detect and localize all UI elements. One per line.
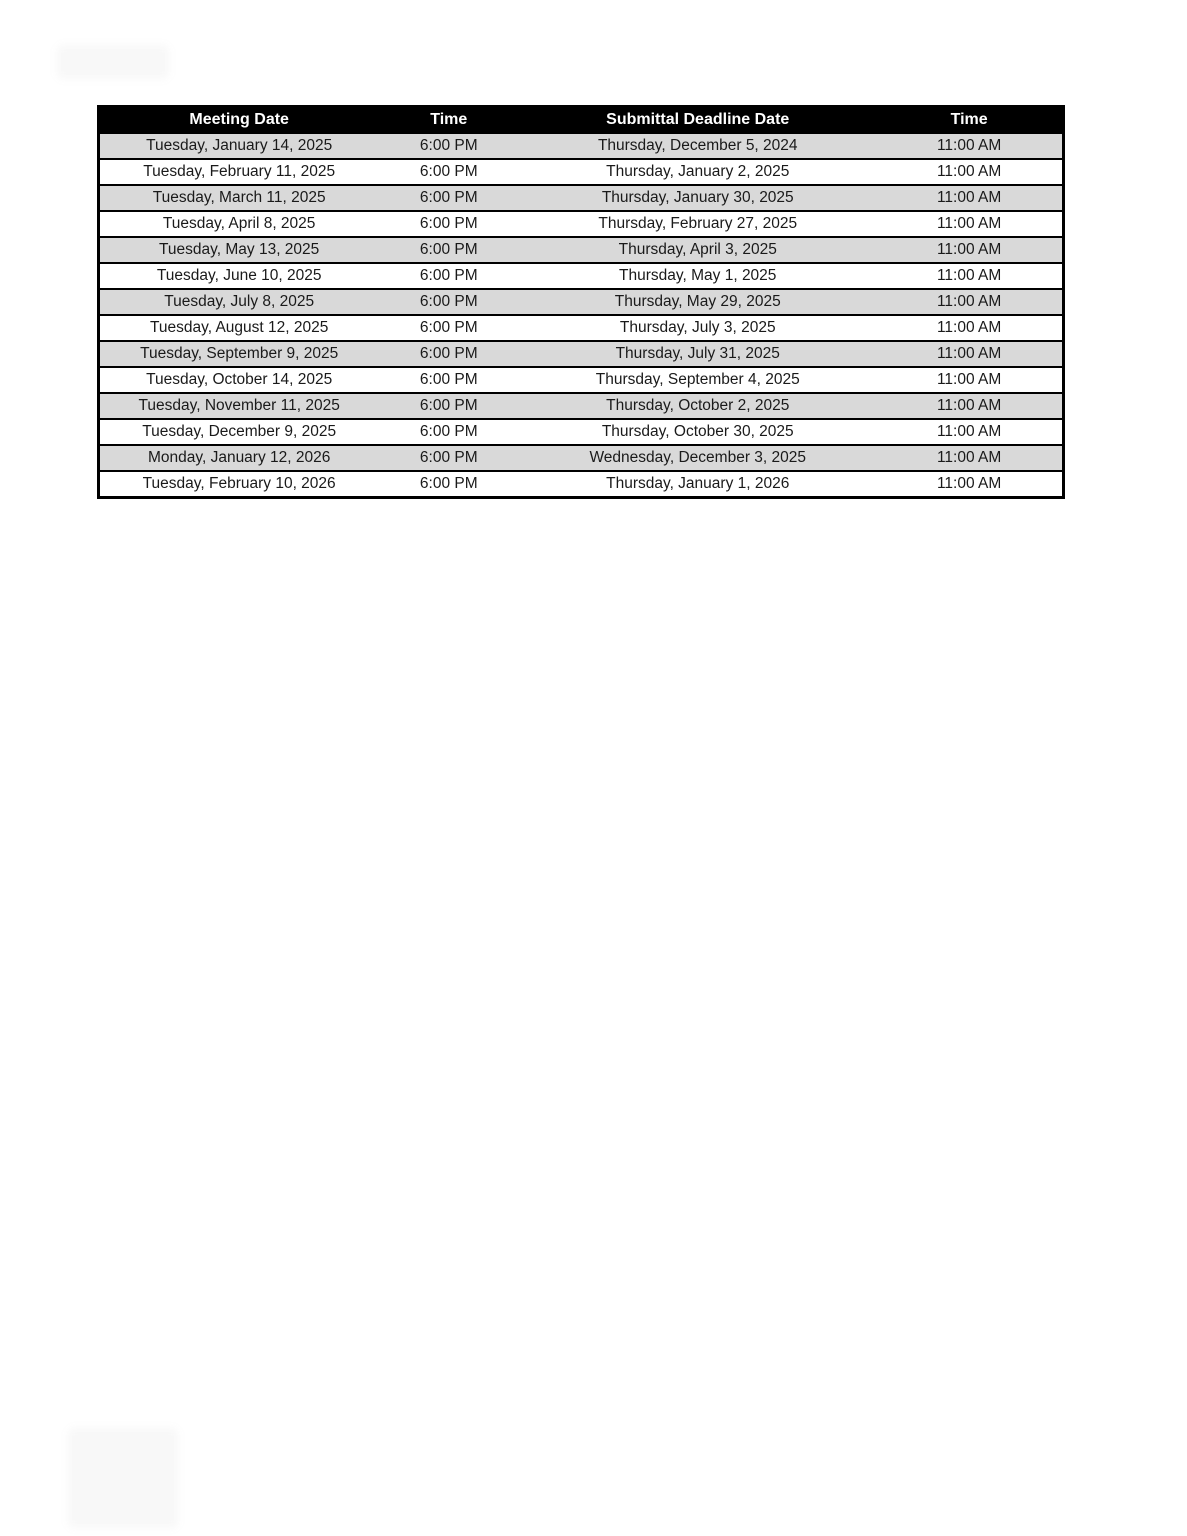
meeting-time-cell: 6:00 PM — [378, 185, 519, 211]
deadline-time-cell: 11:00 AM — [876, 393, 1063, 419]
scan-artifact-bottom-left — [68, 1428, 178, 1528]
meeting-date-cell: Tuesday, December 9, 2025 — [99, 419, 379, 445]
meeting-date-cell: Tuesday, May 13, 2025 — [99, 237, 379, 263]
table-row — [99, 393, 1064, 419]
meeting-date-cell: Tuesday, October 14, 2025 — [99, 367, 379, 393]
deadline-date-cell: Thursday, September 4, 2025 — [519, 367, 876, 393]
meeting-date-cell: Monday, January 12, 2026 — [99, 445, 379, 471]
table-row — [99, 471, 1064, 498]
table-row — [99, 211, 1064, 237]
deadline-date-cell: Thursday, December 5, 2024 — [519, 133, 876, 159]
meeting-date-cell: Tuesday, September 9, 2025 — [99, 341, 379, 367]
meeting-date-cell: Tuesday, March 11, 2025 — [99, 185, 379, 211]
header-meeting-time: Time — [378, 107, 519, 134]
deadline-time-cell: 11:00 AM — [876, 211, 1063, 237]
meeting-date-cell: Tuesday, February 10, 2026 — [99, 471, 379, 498]
header-row — [99, 107, 1064, 134]
deadline-time-cell: 11:00 AM — [876, 237, 1063, 263]
deadline-time-cell: 11:00 AM — [876, 263, 1063, 289]
deadline-time-cell: 11:00 AM — [876, 445, 1063, 471]
deadline-date-cell: Thursday, October 30, 2025 — [519, 419, 876, 445]
meeting-time-cell: 6:00 PM — [378, 237, 519, 263]
header-meeting-date: Meeting Date — [99, 107, 379, 134]
table-row — [99, 159, 1064, 185]
table-row — [99, 263, 1064, 289]
table-row — [99, 315, 1064, 341]
meeting-date-cell: Tuesday, February 11, 2025 — [99, 159, 379, 185]
table-row — [99, 133, 1064, 159]
meeting-schedule-table — [97, 105, 1065, 499]
meeting-schedule-table-container — [97, 105, 1065, 499]
table-row — [99, 237, 1064, 263]
meeting-date-cell: Tuesday, November 11, 2025 — [99, 393, 379, 419]
table-row — [99, 289, 1064, 315]
header-deadline-time: Time — [876, 107, 1063, 134]
meeting-time-cell: 6:00 PM — [378, 133, 519, 159]
meeting-date-cell: Tuesday, July 8, 2025 — [99, 289, 379, 315]
meeting-date-cell: Tuesday, January 14, 2025 — [99, 133, 379, 159]
deadline-time-cell: 11:00 AM — [876, 185, 1063, 211]
deadline-time-cell: 11:00 AM — [876, 133, 1063, 159]
deadline-date-cell: Thursday, October 2, 2025 — [519, 393, 876, 419]
meeting-time-cell: 6:00 PM — [378, 289, 519, 315]
deadline-date-cell: Thursday, February 27, 2025 — [519, 211, 876, 237]
meeting-time-cell: 6:00 PM — [378, 419, 519, 445]
meeting-time-cell: 6:00 PM — [378, 445, 519, 471]
deadline-date-cell: Thursday, January 1, 2026 — [519, 471, 876, 498]
meeting-date-cell: Tuesday, June 10, 2025 — [99, 263, 379, 289]
meeting-time-cell: 6:00 PM — [378, 263, 519, 289]
deadline-time-cell: 11:00 AM — [876, 471, 1063, 498]
table-row — [99, 341, 1064, 367]
deadline-date-cell: Thursday, April 3, 2025 — [519, 237, 876, 263]
meeting-time-cell: 6:00 PM — [378, 341, 519, 367]
deadline-time-cell: 11:00 AM — [876, 289, 1063, 315]
deadline-date-cell: Thursday, May 1, 2025 — [519, 263, 876, 289]
meeting-time-cell: 6:00 PM — [378, 393, 519, 419]
meeting-time-cell: 6:00 PM — [378, 211, 519, 237]
deadline-date-cell: Thursday, July 31, 2025 — [519, 341, 876, 367]
scan-artifact-top-left — [57, 45, 169, 79]
table-header — [99, 107, 1064, 134]
table-row — [99, 185, 1064, 211]
deadline-date-cell: Wednesday, December 3, 2025 — [519, 445, 876, 471]
meeting-date-cell: Tuesday, April 8, 2025 — [99, 211, 379, 237]
header-deadline-date: Submittal Deadline Date — [519, 107, 876, 134]
meeting-time-cell: 6:00 PM — [378, 471, 519, 498]
deadline-time-cell: 11:00 AM — [876, 341, 1063, 367]
meeting-time-cell: 6:00 PM — [378, 367, 519, 393]
table-row — [99, 367, 1064, 393]
table-row — [99, 419, 1064, 445]
deadline-time-cell: 11:00 AM — [876, 315, 1063, 341]
deadline-date-cell: Thursday, May 29, 2025 — [519, 289, 876, 315]
deadline-date-cell: Thursday, July 3, 2025 — [519, 315, 876, 341]
table-row — [99, 445, 1064, 471]
table-body — [99, 133, 1064, 498]
deadline-time-cell: 11:00 AM — [876, 367, 1063, 393]
deadline-time-cell: 11:00 AM — [876, 419, 1063, 445]
meeting-date-cell: Tuesday, August 12, 2025 — [99, 315, 379, 341]
meeting-time-cell: 6:00 PM — [378, 159, 519, 185]
meeting-time-cell: 6:00 PM — [378, 315, 519, 341]
deadline-time-cell: 11:00 AM — [876, 159, 1063, 185]
deadline-date-cell: Thursday, January 2, 2025 — [519, 159, 876, 185]
deadline-date-cell: Thursday, January 30, 2025 — [519, 185, 876, 211]
